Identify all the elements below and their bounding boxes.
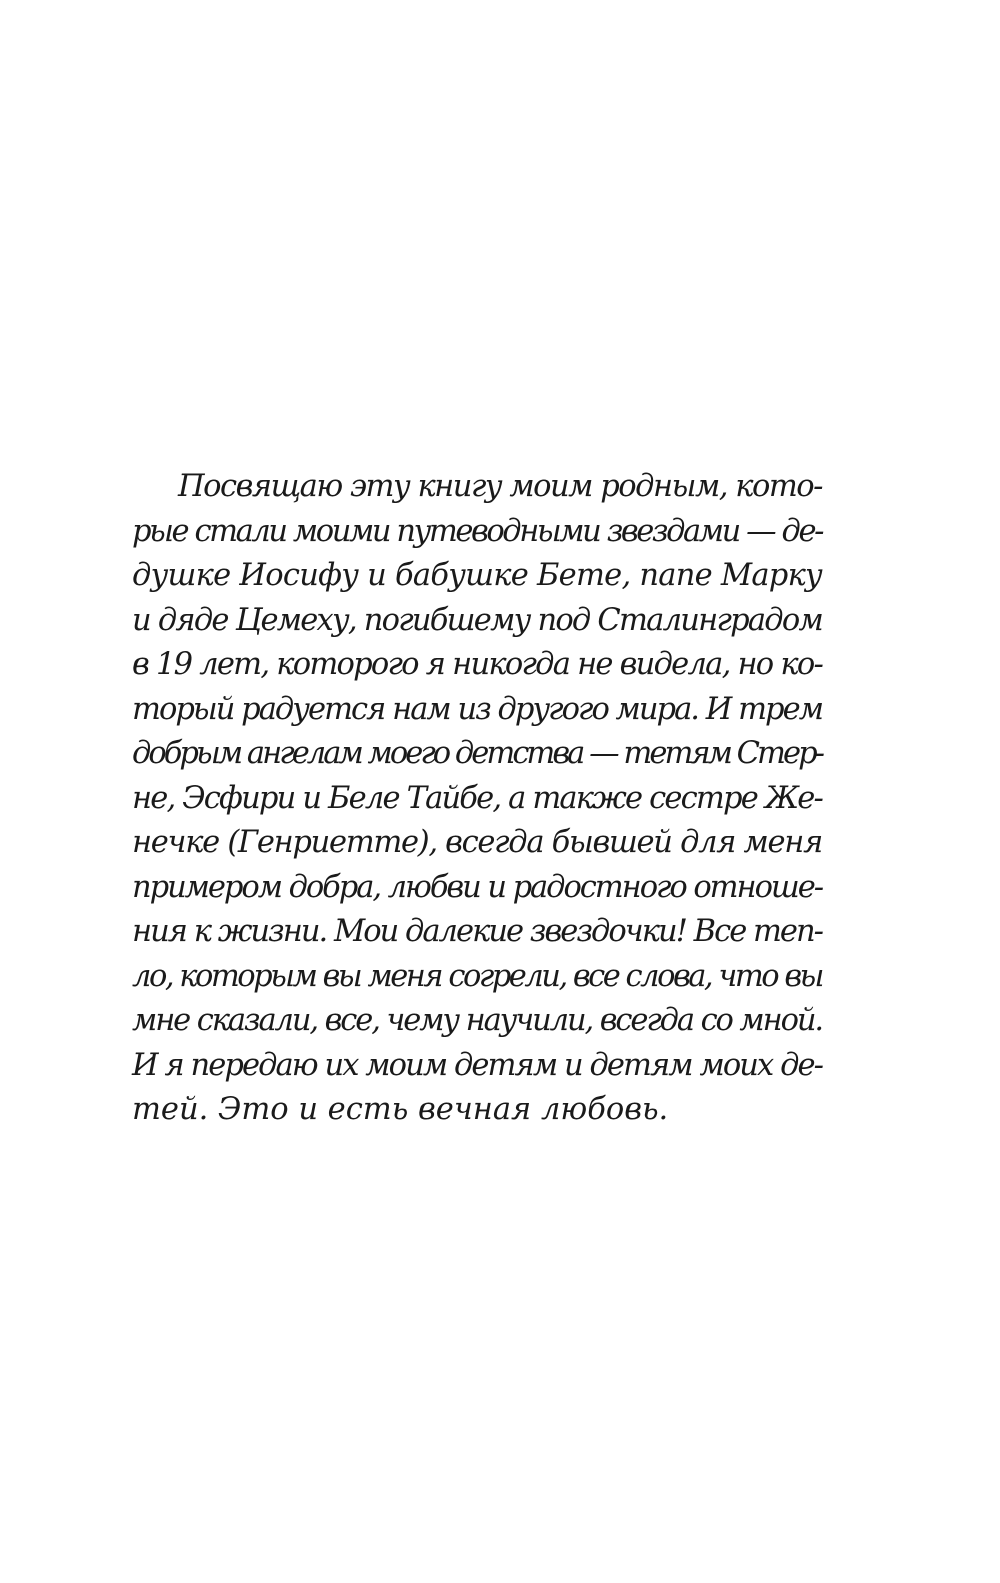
dedication-line: и дяде Цемеху, погибшему под Сталинградом (132, 602, 822, 638)
dedication-line: Посвящаю эту книгу моим родным, кото- (178, 469, 823, 504)
dedication-line: рые стали моими путеводными звездами — де- (132, 513, 822, 549)
dedication-line: ния к жизни. Мои далекие звездочки! Все теп- (132, 914, 823, 949)
dedication-line: душке Иосифу и бабушке Бете, папе Марку (132, 558, 822, 593)
dedication-line: добрым ангелам моего детства — тетям Стер- (132, 736, 823, 771)
dedication-line-last: тей. Это и есть вечная любовь. (132, 1092, 669, 1127)
dedication-line: торый радуется нам из другого мира. И трем (132, 691, 823, 727)
dedication-line: мне сказали, все, чему научили, всегда со мной. (132, 1003, 823, 1038)
dedication-line: ло, которым вы меня согрели, все слова, что вы (132, 958, 823, 994)
dedication-line: нечке (Генриетте), всегда бывшей для меня (132, 825, 822, 860)
dedication-line: И я передаю их моим детям и детям моих де- (132, 1047, 822, 1083)
dedication-line: примером добра, любви и радостного отноше- (132, 869, 822, 905)
dedication-paragraph (132, 465, 822, 1133)
dedication-line: не, Эсфири и Беле Тайбе, а также сестре Же- (132, 780, 822, 816)
dedication-line: в 19 лет, которого я никогда не видела, но ко- (132, 647, 823, 682)
